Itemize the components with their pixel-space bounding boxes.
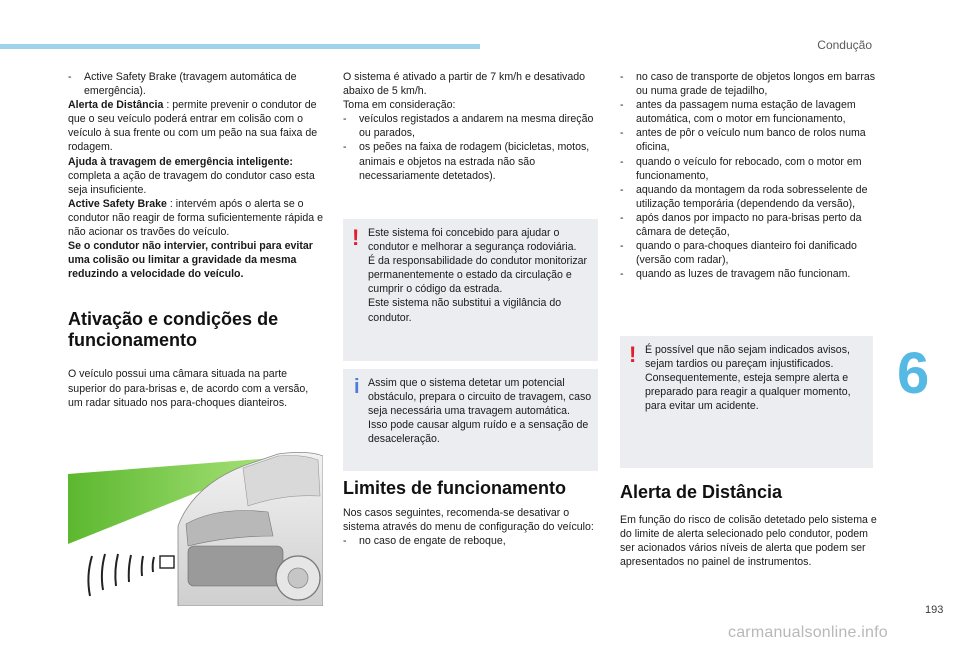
list-item: - no caso de transporte de objetos longos em barras ou numa grade de tejadilho,	[620, 71, 876, 98]
list-item: - veículos registados a andarem na mesma direção ou parados,	[343, 113, 594, 140]
page-number: 193	[925, 604, 944, 616]
radar-waves	[88, 554, 154, 596]
heading-distance-alert: Alerta de Distância	[620, 482, 783, 502]
list-item: - Active Safety Brake (travagem automática de emergência).	[68, 71, 297, 98]
column-3	[620, 70, 878, 281]
paragraph: Em função do risco de colisão detetado pelo sistema e do limite de alerta selecionado pelo condutor, podem ser acionados vários níveis de alerta que podem ser apresentados no painel de instrumentos.	[620, 514, 877, 569]
column-1	[68, 70, 325, 410]
list-item: - antes da passagem numa estação de lavagem automática, com o motor em funcionamento,	[620, 99, 856, 126]
exclamation-icon: !	[352, 225, 360, 250]
list-item: - após danos por impacto no para-brisas perto da câmara de deteção,	[620, 211, 862, 239]
paragraph: Active Safety Brake : intervém após o alerta se o condutor não reagir de forma suficientemente rápida e não acionar os travões do veículo.	[68, 197, 323, 239]
paragraph: Ajuda à travagem de emergência inteligente: completa a ação de travagem do condutor caso esta seja insuficiente.	[68, 155, 315, 196]
heading-activation: Ativação e condições de funcionamento	[68, 309, 279, 351]
list-item: - quando o para-choques dianteiro foi danificado (versão com radar),	[620, 240, 857, 267]
paragraph: O sistema é ativado a partir de 7 km/h e desativado abaixo de 5 km/h.	[343, 71, 586, 98]
front-grille	[188, 546, 283, 586]
exclamation-icon: !	[629, 342, 637, 367]
radar-sensor-icon	[160, 556, 174, 568]
heading-limits: Limites de funcionamento	[343, 478, 567, 498]
list-item: - quando as luzes de travagem não funcionam.	[620, 268, 851, 281]
chapter-number: 6	[897, 341, 930, 406]
wheel-hub	[288, 568, 308, 588]
list-item: - aquando da montagem da roda sobresselente de utilização temporária (dependendo da versão),	[620, 183, 868, 210]
column-2-lower	[343, 478, 601, 548]
paragraph: Alerta de Distância : permite prevenir o condutor de que o seu veículo poderá entrar em colisão com o veículo à sua frente ou com um peão na sua faixa de rodagem.	[68, 99, 318, 154]
watermark: carmanualsonline.info	[728, 624, 888, 641]
column-3-lower	[620, 482, 878, 569]
warning-note: ! Este sistema foi concebido para ajudar o condutor e melhorar a segurança rodoviária. É da responsabilidade do condutor monitorizar permanentemente o estado da circulação e cumprir o código da estrada. Este sistema não substitui a vigilância do condutor.	[343, 219, 598, 361]
car-camera-illustration	[68, 446, 323, 606]
list-item: - antes de pôr o veículo num banco de rolos numa oficina,	[620, 127, 866, 154]
paragraph: Toma em consideração:	[343, 99, 456, 112]
warning-note-2: ! É possível que não sejam indicados avisos, sejam tardios ou pareçam injustificados. Consequentemente, esteja sempre alerta e preparado para reagir a qualquer momento, para evitar um acidente.	[620, 336, 873, 468]
column-2	[343, 70, 601, 183]
info-note: i Assim que o sistema detetar um potencial obstáculo, prepara o circuito de travagem, caso seja necessária uma travagem automática. Isso pode causar algum ruído e a sensação de desaceleração.	[343, 369, 598, 471]
list-item: - no caso de engate de reboque,	[343, 535, 506, 548]
paragraph: O veículo possui uma câmara situada na parte superior do para-brisas e, de acordo com a versão, um radar situado nos para-choques dianteiros.	[68, 368, 309, 409]
info-icon: i	[354, 376, 360, 398]
header-accent-bar	[0, 44, 480, 49]
paragraph-bold: Se o condutor não intervier, contribui para evitar uma colisão ou limitar a gravidade da mesma reduzindo a velocidade do veículo.	[68, 240, 313, 281]
paragraph: Nos casos seguintes, recomenda-se desativar o sistema através do menu de configuração do veículo:	[343, 507, 594, 534]
section-title: Condução	[817, 38, 872, 52]
list-item: - os peões na faixa de rodagem (bicicletas, motos, animais e objetos na estrada não são necessariamente detetados).	[343, 141, 590, 182]
list-item: - quando o veículo for rebocado, com o motor em funcionamento,	[620, 155, 862, 182]
